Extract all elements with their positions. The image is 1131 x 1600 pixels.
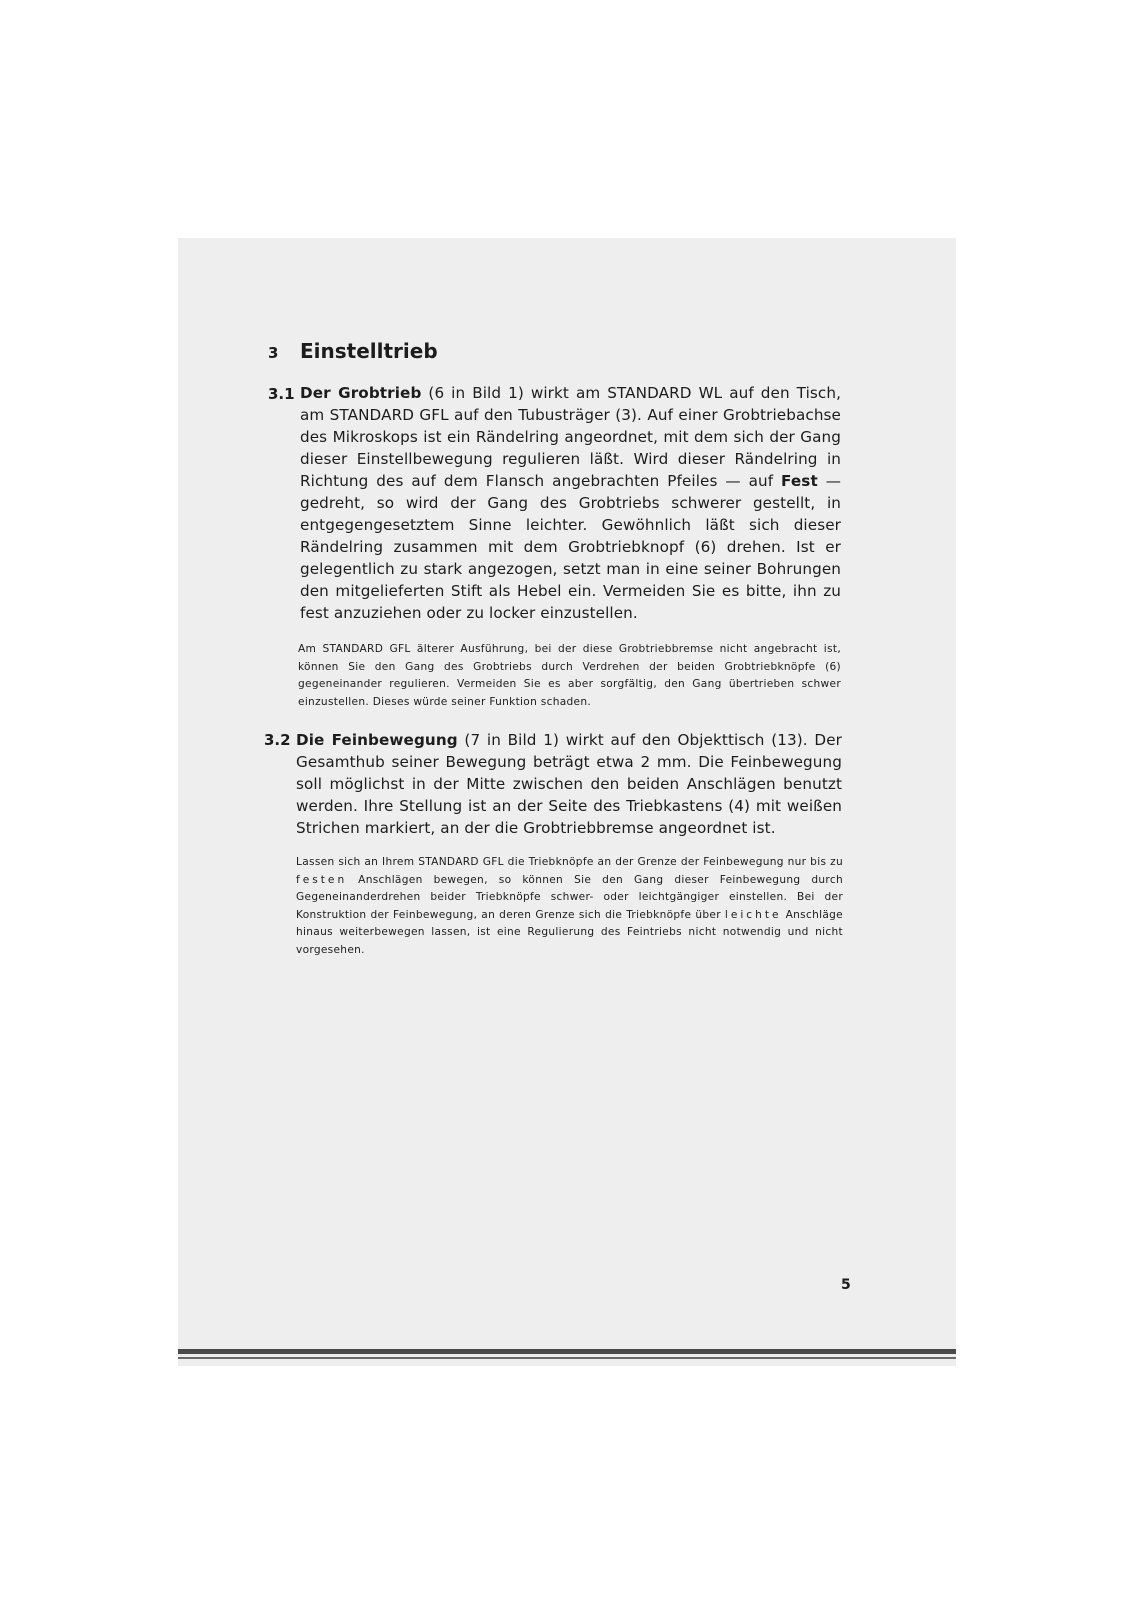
section-3-2-note-spaced-1: festen: [296, 873, 348, 886]
section-3-1-emphasis: Fest: [781, 472, 818, 490]
section-3-2-note-spaced-2: leichte: [724, 908, 782, 921]
section-number-3-1: 3.1: [268, 385, 295, 403]
section-3-1-text-b: — gedreht, so wird der Gang des Grobtriebs schwerer gestellt, in entgegengesetztem Sinne leichter. Gewöhnlich läßt sich dieser Rändelring zusammen mit dem Grobtriebknopf (6) drehen. Ist er gelegentlich zu stark angezogen, setzt man in eine seiner Bohrungen den mitgelieferten Stift als Hebel ein. Vermeiden Sie es bitte, ihn zu fest anzuziehen oder zu locker einzustellen.: [300, 472, 841, 622]
section-3-2-paragraph: [296, 729, 842, 839]
chapter-title: Einstelltrieb: [300, 339, 438, 363]
section-3-1-text-a: (6 in Bild 1) wirkt am STANDARD WL auf den Tisch, am STANDARD GFL auf den Tubusträger (3). Auf einer Grobtriebachse des Mikroskops ist ein Rändelring angeordnet, mit dem sich der Gang dieser Einstellbewegung regulieren läßt. Wird dieser Rändelring in Richtung des auf dem Flansch angebrachten Pfeiles — auf: [300, 384, 842, 490]
section-3-2-note-b: Anschlägen bewegen, so können Sie den Gang dieser Feinbewegung durch Gegeneinanderdrehen beider Triebknöpfe schwer- oder leichtgängiger einstellen. Bei der Konstruktion der Feinbewegung, an deren Grenze sich die Triebknöpfe über: [296, 873, 843, 921]
section-3-2-text: (7 in Bild 1) wirkt auf den Objekttisch (13). Der Gesamthub seiner Bewegung beträgt etwa 2 mm. Die Feinbewegung soll möglichst in der Mitte zwischen den beiden Anschlägen benutzt werden. Ihre Stellung ist an der Seite des Triebkastens (4) mit weißen Strichen markiert, an der die Grobtriebbremse angeordnet ist.: [296, 731, 842, 837]
section-3-1-paragraph: [300, 382, 841, 624]
section-3-2-note-c: Anschläge hinaus weiterbewegen lassen, ist eine Regulierung des Feintriebs nicht notwendig und nicht vorgesehen.: [296, 908, 843, 956]
section-3-1-lead: Der Grobtrieb: [300, 384, 422, 402]
chapter-number: 3: [268, 344, 279, 362]
section-number-3-2: 3.2: [264, 731, 291, 749]
page-bottom-edge: [178, 1349, 956, 1354]
section-3-1-note: Am STANDARD GFL älterer Ausführung, bei der diese Grobtriebbremse nicht angebracht ist, können Sie den Gang des Grobtriebs durch Verdrehen der beiden Grobtriebknöpfe (6) gegeneinander regulieren. Vermeiden Sie es aber sorgfältig, den Gang übertrieben schwer einzustellen. Dieses würde seiner Funktion schaden.: [298, 643, 841, 708]
page-bottom-edge-shadow: [178, 1357, 956, 1359]
section-3-2-lead: Die Feinbewegung: [296, 731, 458, 749]
page-number: 5: [841, 1277, 851, 1293]
section-3-2-note-a: Lassen sich an Ihrem STANDARD GFL die Triebknöpfe an der Grenze der Feinbewegung nur bis zu: [296, 856, 843, 868]
section-3-2-note: [296, 854, 843, 959]
